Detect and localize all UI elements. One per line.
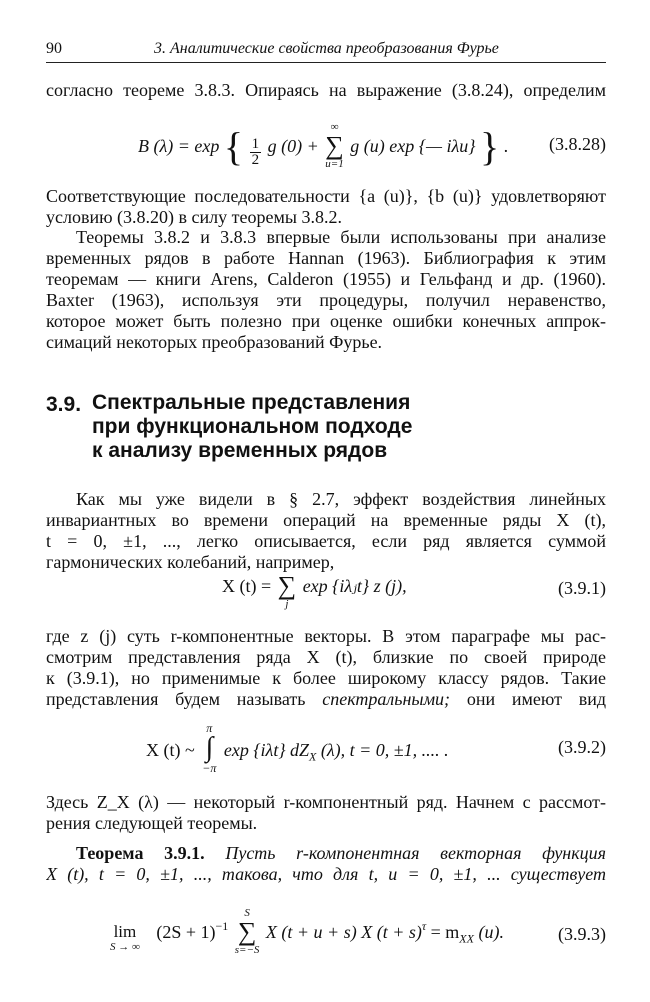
equation-body: X (t + u + s) X (t + s) — [265, 922, 422, 942]
paragraph-line: к (3.9.1), но применимые к более широкому классу рядов. Такие — [46, 668, 606, 688]
section-number: 3.9. — [46, 393, 82, 416]
paragraph-line: инвариантных во времени операций на временные ряды X (t), — [46, 510, 606, 530]
paragraph-text: представления будем называть — [46, 689, 306, 709]
equation-superscript: τ — [421, 919, 427, 933]
fraction-numerator: 1 — [251, 136, 260, 152]
paragraph-line: которое может быть полезно при оценке ошибки конечных аппрок- — [46, 311, 606, 331]
fraction-denominator: 2 — [251, 152, 260, 168]
section-title-line: при функциональном подходе — [92, 415, 413, 438]
paragraph-line: Теоремы 3.8.2 и 3.8.3 впервые были использованы при анализе — [76, 227, 606, 247]
theorem-label: Теорема 3.9.1. — [76, 843, 205, 863]
equation-term: g (u) exp {— iλu} — [350, 136, 476, 156]
paragraph-line: условию (3.8.20) в силу теоремы 3.8.2. — [46, 207, 342, 227]
equation-tail: . — [503, 136, 509, 156]
integral-symbol: ∫ — [205, 732, 214, 763]
theorem-text: Пусть r-компонентная векторная функция — [225, 843, 606, 863]
page-number: 90 — [46, 40, 62, 57]
sum-symbol: ∑ — [237, 917, 257, 946]
equation-lhs: B (λ) = exp — [138, 136, 220, 156]
paragraph-line: Как мы уже видели в § 2.7, эффект воздействия линейных — [76, 489, 606, 509]
equation-factor: (2S + 1) — [156, 922, 216, 942]
header-rule — [46, 62, 606, 63]
paragraph-text: они имеют вид — [466, 689, 606, 709]
paragraph-line: временных рядов в работе Hannan (1963). Библиография к этим — [46, 248, 606, 268]
paragraph-line: Здесь Z_X (λ) — некоторый r-компонентный ряд. Начнем с рассмот- — [46, 792, 606, 812]
left-brace: { — [223, 124, 244, 169]
paragraph-line: теоремам — книги Arens, Calderon (1955) и Гельфанд и др. (1960). — [46, 269, 606, 289]
sum-lower-limit: j — [285, 598, 289, 610]
equation-superscript: −1 — [215, 919, 229, 933]
page-header — [46, 40, 606, 62]
sum-upper-limit: ∞ — [330, 121, 339, 133]
paragraph-line: симаций некоторых преобразований Фурье. — [46, 332, 383, 352]
paragraph-line: согласно теореме 3.8.3. Опираясь на выражение (3.8.24), определим — [46, 80, 606, 100]
paragraph-line: гармонических колебаний, например, — [46, 552, 335, 572]
paragraph-line: смотрим представления ряда X (t), близкие по своей природе — [46, 647, 606, 667]
sum-lower-limit: u=1 — [325, 158, 344, 170]
equation-lhs: X (t) ~ — [146, 740, 195, 760]
equation-rhs-tail: (λ), t = 0, ±1, .... . — [320, 740, 449, 760]
limit-subscript: S → ∞ — [110, 941, 140, 953]
theorem-line: X (t), t = 0, ±1, ..., такова, что для t, u = 0, ±1, ... существует — [46, 864, 606, 884]
running-head: 3. Аналитические свойства преобразования Фурье — [154, 40, 499, 57]
equation-rhs-tail: (u). — [478, 922, 504, 942]
theorem-line — [76, 843, 606, 864]
section-title-line: к анализу временных рядов — [92, 439, 388, 462]
equation-number: (3.9.2) — [558, 737, 606, 757]
sum-symbol: ∑ — [277, 571, 297, 600]
equation-lhs: X (t) = — [222, 576, 272, 596]
equation-number: (3.9.3) — [558, 924, 606, 944]
paragraph-line: Baxter (1963), используя эти процедуры, получил неравенство, — [46, 290, 606, 310]
sum-symbol: ∑ — [325, 131, 344, 160]
equation-term: g (0) + — [267, 136, 319, 156]
limit-word: lim — [113, 922, 137, 941]
paragraph-line: t = 0, ±1, ..., легко описывается, если ряд является суммой — [46, 531, 606, 551]
equation-subscript: XX — [459, 931, 474, 946]
paragraph-line: Соответствующие последовательности {a (u)}, {b (u)} удовлетворяют — [46, 186, 606, 206]
paragraph-line: где z (j) суть r-компонентные векторы. В этом параграфе мы рас- — [46, 626, 606, 646]
integral-lower-limit: −π — [202, 761, 217, 775]
equation-rhs: = m — [430, 922, 460, 942]
section-title-line: Спектральные представления — [92, 391, 411, 414]
sum-lower-limit: s=−S — [234, 944, 260, 956]
integral-upper-limit: π — [206, 721, 213, 735]
equation-subscript: X — [309, 749, 317, 764]
equation-number: (3.8.28) — [549, 134, 606, 154]
equation-number: (3.9.1) — [558, 578, 606, 598]
paragraph-line — [46, 689, 606, 710]
equation-rhs: exp {iλt} dZ — [223, 740, 310, 760]
sum-upper-limit: S — [244, 907, 250, 919]
equation-rhs: exp {iλⱼt} z (j), — [302, 576, 407, 596]
paragraph-line: рения следующей теоремы. — [46, 813, 258, 833]
emphasized-term: спектральными; — [322, 689, 451, 709]
right-brace: } — [479, 124, 500, 169]
